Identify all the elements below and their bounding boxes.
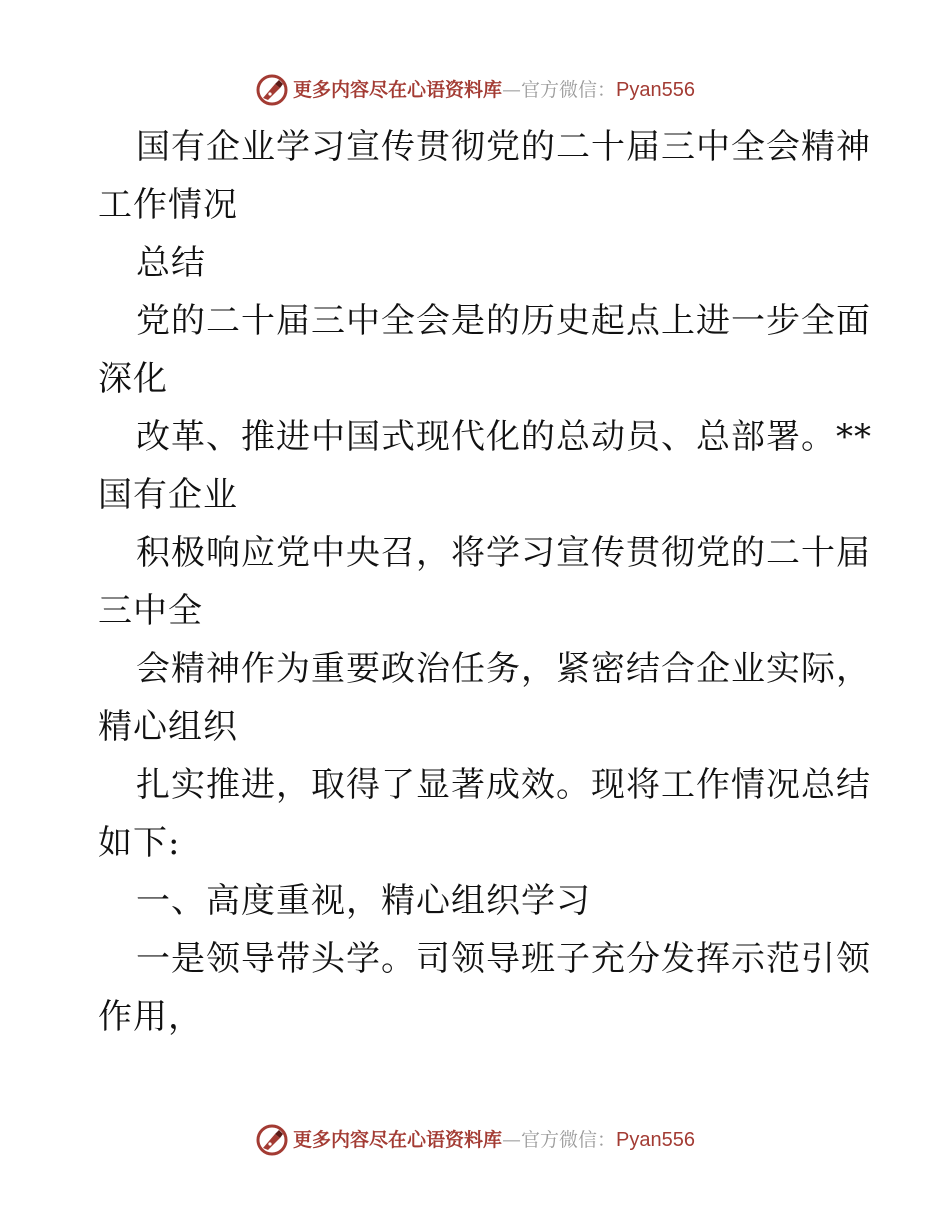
doc-line: 工作情况 xyxy=(98,185,238,225)
doc-line: 一是领导带头学。司领导班子充分发挥示范引领 xyxy=(136,939,871,979)
doc-line: 三中全 xyxy=(98,591,203,631)
banner-wechat-label: 官方微信： xyxy=(521,78,617,101)
doc-line: 如下: xyxy=(98,823,181,863)
doc-line: 国有企业学习宣传贯彻党的二十届三中全会精神 xyxy=(136,127,871,167)
document-body xyxy=(98,118,872,1046)
pen-nib-logo-icon xyxy=(255,1123,289,1157)
doc-line: 总结 xyxy=(136,243,206,283)
header-banner xyxy=(0,68,950,112)
banner-dash: — xyxy=(502,78,522,101)
banner-text xyxy=(293,1130,695,1150)
doc-line: 作用， xyxy=(98,997,203,1037)
banner-wechat-id: Pyan556 xyxy=(616,1129,695,1151)
doc-line: 精心组织 xyxy=(98,707,238,747)
footer-banner xyxy=(0,1118,950,1162)
banner-text xyxy=(293,80,695,100)
banner-wechat-label: 官方微信： xyxy=(521,1128,617,1151)
pen-nib-logo-icon xyxy=(255,73,289,107)
doc-line: 扎实推进，取得了显著成效。现将工作情况总结 xyxy=(136,765,871,805)
doc-line: 一、高度重视，精心组织学习 xyxy=(136,881,591,921)
doc-line: 会精神作为重要政治任务，紧密结合企业实际， xyxy=(136,649,871,689)
doc-line: 党的二十届三中全会是的历史起点上进一步全面 xyxy=(136,301,871,341)
banner-main-text: 更多内容尽在心语资料库 xyxy=(293,78,503,101)
doc-line: 改革、推进中国式现代化的总动员、总部署。** xyxy=(136,417,872,457)
doc-line: 深化 xyxy=(98,359,168,399)
doc-line: 积极响应党中央召，将学习宣传贯彻党的二十届 xyxy=(136,533,871,573)
doc-line: 国有企业 xyxy=(98,475,238,515)
banner-main-text: 更多内容尽在心语资料库 xyxy=(293,1128,503,1151)
banner-wechat-id: Pyan556 xyxy=(616,79,695,101)
banner-dash: — xyxy=(502,1128,522,1151)
